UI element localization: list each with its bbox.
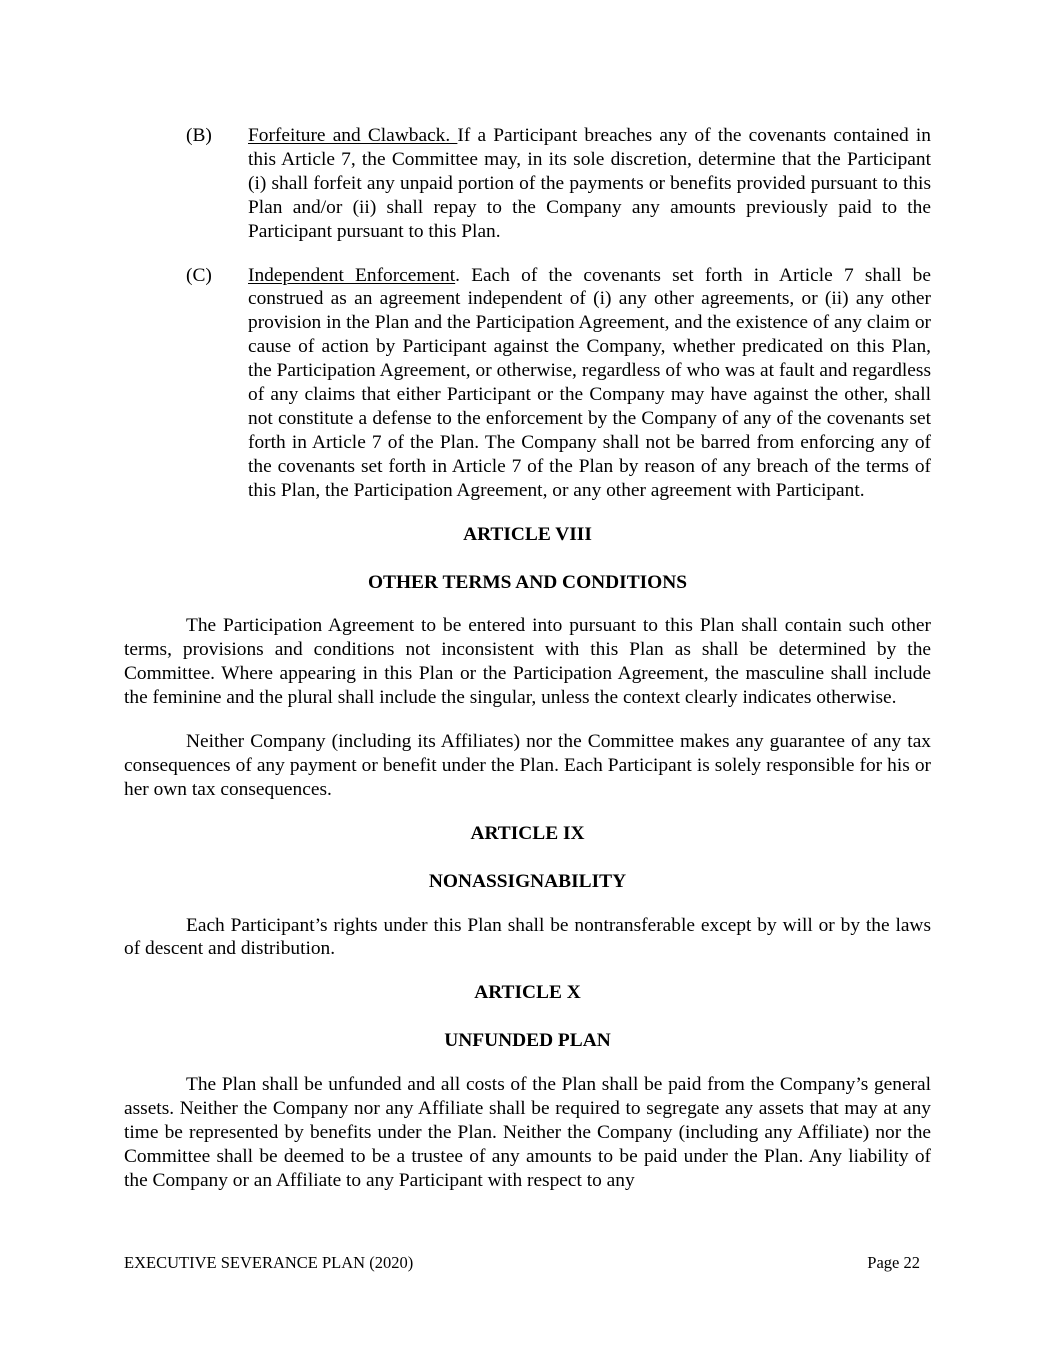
subsection-c: [124, 264, 931, 503]
article-10-number: ARTICLE X: [474, 982, 581, 1004]
footer-page-number: Page 22: [867, 1253, 920, 1272]
article-10-title: UNFUNDED PLAN: [444, 1030, 611, 1052]
subsection-c-text: . Each of the covenants set forth in Article 7 shall be construed as an agreement independent of (i) any other agreements, or (ii) any other provision in the Plan and the Participation Agreement, and the existence of any claim or cause of action by Participant against the Company, whether predicated on this Plan, the Participation Agreement, or otherwise, regardless of who was at fault and regardless of any claims that either Participant or the Company may have against the other, shall not constitute a defense to the enforcement by the Company of any of the covenants set forth in Article 7 of the Plan. The Company shall not be barred from enforcing any of the covenants set forth in Article 7 of the Plan by reason of any breach of the terms of this Plan, the Participation Agreement, or any other agreement with Participant.: [248, 264, 931, 501]
article-10-paragraph: The Plan shall be unfunded and all costs of the Plan shall be paid from the Company’s general assets. Neither the Company nor any Affiliate shall be required to segregate any assets that may at any time be represented by benefits under the Plan. Neither the Company (including any Affiliate) nor the Committee shall be deemed to be a trustee of any amounts to be paid under the Plan. Any liability of the Company or an Affiliate to any Participant with respect to any: [124, 1074, 931, 1191]
article-9-number: ARTICLE IX: [470, 822, 585, 844]
subsection-b-text: If a Participant breaches any of the covenants contained in this Article 7, the Committee may, in its sole discretion, determine that the Participant (i) shall forfeit any unpaid portion of the payments or benefits provided pursuant to this Plan and/or (ii) shall repay to the Company any amounts previously paid to the Participant pursuant to this Plan.: [248, 125, 931, 242]
page-content: [124, 124, 931, 1213]
article-9-paragraph: Each Participant’s rights under this Plan shall be nontransferable except by will or by the laws of descent and distribution.: [124, 914, 931, 960]
subsection-b-title: Forfeiture and Clawback.: [248, 125, 458, 146]
subsection-c-title: Independent Enforcement: [248, 264, 456, 286]
article-8-paragraph: The Participation Agreement to be entered into pursuant to this Plan shall contain such other terms, provisions and conditions not inconsistent with this Plan as shall be determined by the Committee. Where appearing in this Plan or the Participation Agreement, the masculine shall include the feminine and the plural shall include the singular, unless the context clearly indicates otherwise.: [124, 615, 931, 709]
article-9-title: NONASSIGNABILITY: [428, 870, 627, 892]
article-8-title: OTHER TERMS AND CONDITIONS: [367, 571, 688, 593]
footer-document-title: EXECUTIVE SEVERANCE PLAN (2020): [124, 1253, 414, 1272]
subsection-b-label: (B): [186, 125, 212, 146]
article-8-number: ARTICLE VIII: [463, 523, 592, 545]
subsection-c-label: (C): [186, 264, 212, 286]
subsection-b: [124, 124, 931, 244]
article-8-paragraph: Neither Company (including its Affiliates) nor the Committee makes any guarantee of any tax consequences of any payment or benefit under the Plan. Each Participant is solely responsible for his or her own tax consequences.: [124, 731, 931, 800]
